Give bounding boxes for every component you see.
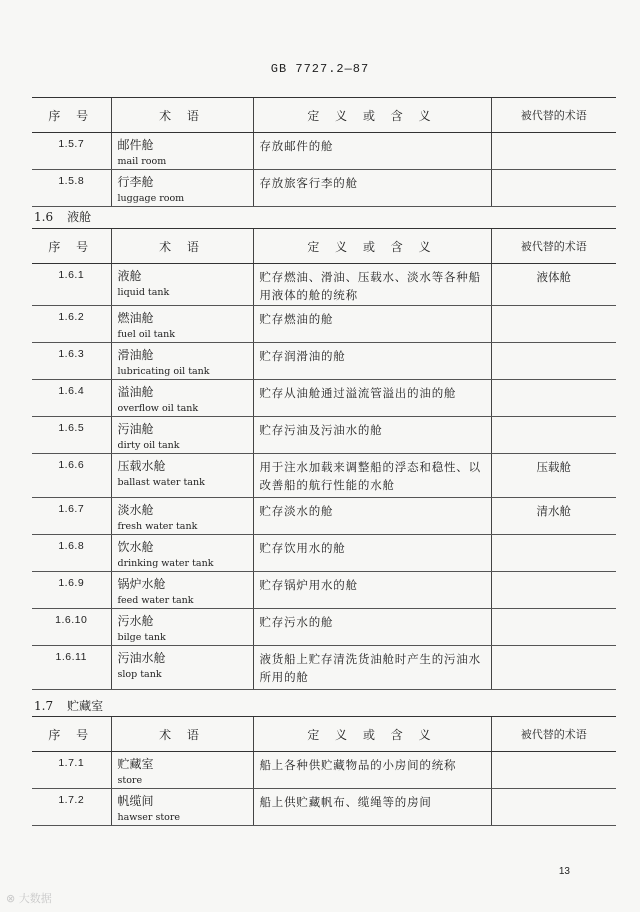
table-header — [32, 98, 616, 133]
replaced-term — [491, 380, 616, 417]
section-number: 1.7 — [34, 699, 54, 713]
header-definition: 定 义 或 含 义 — [253, 229, 491, 264]
table-header — [32, 229, 616, 264]
table-row — [32, 264, 616, 306]
table-row — [32, 170, 616, 207]
term-zh: 淡水舱 — [117, 503, 154, 517]
term-en: slop tank — [117, 669, 162, 680]
replaced-term — [491, 535, 616, 572]
section-heading-1-6 — [34, 208, 91, 225]
table-row — [32, 572, 616, 609]
term-number: 1.6.4 — [32, 380, 111, 417]
definition: 存放旅客行李的舱 — [253, 170, 491, 207]
header-term: 术 语 — [111, 98, 253, 133]
term-en: mail room — [117, 156, 167, 167]
replaced-term — [491, 170, 616, 207]
term-zh: 行李舱 — [117, 175, 154, 189]
term-en: luggage room — [117, 193, 185, 204]
term-en: bilge tank — [117, 632, 166, 643]
definition: 贮存燃油的舱 — [253, 306, 491, 343]
header-replaced-term: 被代替的术语 — [491, 98, 616, 133]
header-replaced-term: 被代替的术语 — [491, 717, 616, 752]
table-row — [32, 752, 616, 789]
replaced-term: 压载舱 — [491, 454, 616, 498]
replaced-term — [491, 646, 616, 690]
term-cell — [111, 535, 253, 572]
term-cell — [111, 752, 253, 789]
term-cell — [111, 454, 253, 498]
definition: 贮存饮用水的舱 — [253, 535, 491, 572]
table-row — [32, 535, 616, 572]
term-cell — [111, 789, 253, 826]
term-number: 1.6.7 — [32, 498, 111, 535]
term-en: dirty oil tank — [117, 440, 180, 451]
term-number: 1.6.11 — [32, 646, 111, 690]
replaced-term — [491, 343, 616, 380]
document-code: GB 7727.2—87 — [270, 62, 370, 76]
term-number: 1.6.2 — [32, 306, 111, 343]
term-number: 1.5.8 — [32, 170, 111, 207]
table-row — [32, 789, 616, 826]
term-zh: 污油舱 — [117, 422, 154, 436]
term-en: overflow oil tank — [117, 403, 199, 414]
watermark: ⊗ 大数据 — [6, 892, 52, 905]
header-term: 术 语 — [111, 229, 253, 264]
table-row — [32, 609, 616, 646]
term-cell — [111, 343, 253, 380]
term-zh: 污水舱 — [117, 614, 154, 628]
definition: 贮存污水的舱 — [253, 609, 491, 646]
term-zh: 滑油舱 — [117, 348, 154, 362]
term-zh: 饮水舱 — [117, 540, 154, 554]
term-number: 1.6.3 — [32, 343, 111, 380]
header-definition: 定 义 或 含 义 — [253, 717, 491, 752]
definition: 船上各种供贮藏物品的小房间的统称 — [253, 752, 491, 789]
term-cell — [111, 170, 253, 207]
definition: 贮存润滑油的舱 — [253, 343, 491, 380]
replaced-term — [491, 789, 616, 826]
term-cell — [111, 498, 253, 535]
term-en: lubricating oil tank — [117, 366, 210, 377]
term-en: fresh water tank — [117, 521, 198, 532]
replaced-term: 清水舱 — [491, 498, 616, 535]
section-number: 1.6 — [34, 210, 54, 224]
table-row — [32, 646, 616, 690]
replaced-term — [491, 417, 616, 454]
table-row — [32, 417, 616, 454]
term-zh: 帆缆间 — [117, 794, 154, 808]
definition: 存放邮件的舱 — [253, 133, 491, 170]
header-no: 序 号 — [32, 98, 111, 133]
term-number: 1.7.2 — [32, 789, 111, 826]
definition: 贮存燃油、滑油、压载水、淡水等各种船用液体的舱的统称 — [253, 264, 491, 306]
definition: 贮存淡水的舱 — [253, 498, 491, 535]
definition: 用于注水加载来调整船的浮态和稳性、以改善船的航行性能的水舱 — [253, 454, 491, 498]
term-number: 1.6.8 — [32, 535, 111, 572]
replaced-term: 液体舱 — [491, 264, 616, 306]
term-zh: 邮件舱 — [117, 138, 154, 152]
definition: 贮存污油及污油水的舱 — [253, 417, 491, 454]
term-en: drinking water tank — [117, 558, 214, 569]
term-en: store — [117, 775, 143, 786]
term-cell — [111, 133, 253, 170]
term-en: liquid tank — [117, 287, 170, 298]
table-row — [32, 133, 616, 170]
table-header — [32, 717, 616, 752]
term-table-3 — [32, 716, 616, 826]
replaced-term — [491, 572, 616, 609]
section-title: 贮藏室 — [67, 699, 104, 713]
term-cell — [111, 306, 253, 343]
table-row — [32, 306, 616, 343]
term-number: 1.6.5 — [32, 417, 111, 454]
term-en: hawser store — [117, 812, 181, 823]
table-row — [32, 380, 616, 417]
term-zh: 贮藏室 — [117, 757, 154, 771]
section-heading-1-7 — [34, 697, 103, 714]
section-title: 液舱 — [67, 210, 92, 224]
term-number: 1.6.1 — [32, 264, 111, 306]
table-row — [32, 343, 616, 380]
header-no: 序 号 — [32, 717, 111, 752]
term-number: 1.6.9 — [32, 572, 111, 609]
term-cell — [111, 646, 253, 690]
definition: 贮存从油舱通过溢流管溢出的油的舱 — [253, 380, 491, 417]
term-zh: 溢油舱 — [117, 385, 154, 399]
replaced-term — [491, 306, 616, 343]
replaced-term — [491, 133, 616, 170]
term-zh: 压载水舱 — [117, 459, 166, 473]
term-cell — [111, 417, 253, 454]
term-zh: 燃油舱 — [117, 311, 154, 325]
term-number: 1.6.10 — [32, 609, 111, 646]
term-cell — [111, 609, 253, 646]
header-definition: 定 义 或 含 义 — [253, 98, 491, 133]
header-term: 术 语 — [111, 717, 253, 752]
term-number: 1.5.7 — [32, 133, 111, 170]
header-no: 序 号 — [32, 229, 111, 264]
table-row — [32, 498, 616, 535]
term-table-2 — [32, 228, 616, 690]
definition: 船上供贮藏帆布、缆绳等的房间 — [253, 789, 491, 826]
term-en: fuel oil tank — [117, 329, 175, 340]
header-replaced-term: 被代替的术语 — [491, 229, 616, 264]
term-table-1 — [32, 97, 616, 207]
term-zh: 污油水舱 — [117, 651, 166, 665]
definition: 贮存锅炉用水的舱 — [253, 572, 491, 609]
term-cell — [111, 572, 253, 609]
term-number: 1.6.6 — [32, 454, 111, 498]
table-row — [32, 454, 616, 498]
definition: 液货船上贮存清洗货油舱时产生的污油水所用的舱 — [253, 646, 491, 690]
term-zh: 液舱 — [117, 269, 142, 283]
term-zh: 锅炉水舱 — [117, 577, 166, 591]
term-cell — [111, 264, 253, 306]
replaced-term — [491, 609, 616, 646]
term-en: ballast water tank — [117, 477, 205, 488]
term-cell — [111, 380, 253, 417]
term-en: feed water tank — [117, 595, 194, 606]
page-number: 13 — [558, 866, 570, 877]
term-number: 1.7.1 — [32, 752, 111, 789]
replaced-term — [491, 752, 616, 789]
